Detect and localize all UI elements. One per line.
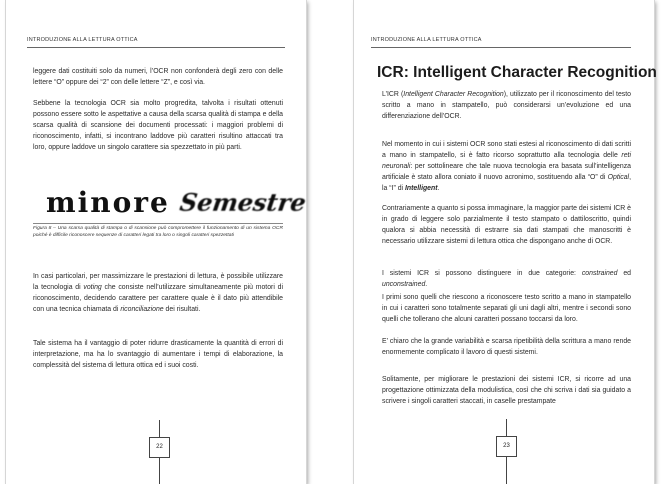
term-intelligent-character-recognition: Intelligent Character Recognition [403, 91, 504, 98]
p4-part-c: . [425, 281, 428, 288]
header-rule [27, 47, 285, 48]
paragraph-4 [382, 268, 631, 290]
p1-part-b: ), utilizzato per il riconoscimento del testo scritto a mano in stampatello, può considerarsi un’evoluzione ed una differenziazione dell’OCR. [382, 91, 631, 120]
page-number-connector-top [506, 419, 507, 436]
paragraph-3 [33, 271, 283, 315]
scanned-word-minore: minore [46, 186, 170, 219]
term-constrained: constrained [581, 270, 618, 277]
paragraph-2-text [382, 139, 631, 194]
paragraph-2 [382, 139, 631, 194]
running-header: INTRODUZIONE ALLA LETTURA OTTICA [27, 37, 138, 43]
caption-rule [33, 223, 283, 224]
paragraph-1-text [382, 89, 631, 122]
term-reti-neuronali: reti neuronali [382, 152, 631, 170]
page-number-connector-bottom [159, 457, 160, 484]
paragraph-5-text: I primi sono quelli che riescono a riconoscere testo scritto a mano in stampatello in cui i caratteri sono totalmente separati gli uni dagli altri, mentre i secondi sono quelli che tollerano che alcuni caratteri possano toccarsi da loro. [382, 294, 631, 323]
paragraph-7 [382, 374, 631, 407]
left-page [6, 0, 306, 484]
paragraph-6-text: E’ chiaro che la grande variabilità e scarsa ripetibilità della scrittura a mano rende enormemente complicato il lavoro di questi sistemi. [382, 338, 631, 356]
p2-part-a: Nel momento in cui i sistemi OCR sono stati estesi al riconoscimento di dati scritti a mano in stampatello, si è fatto ricorso soprattutto alla tecnologia delle [382, 141, 631, 159]
term-unconstrained: unconstrained [382, 281, 426, 288]
p3-part-c: dei risultati. [163, 306, 201, 313]
p4-part-a: I sistemi ICR si possono distinguere in due categorie: [382, 270, 582, 277]
page-number: 23 [496, 436, 517, 457]
paragraph-7-text: Solitamente, per migliorare le prestazioni dei sistemi ICR, si ricorre ad una progettazione ottimizzata della modulistica, così che chi scriva i dati sia guidato a scrivere i singoli caratteri staccati, in caselle prestampate [382, 376, 631, 405]
paragraph-2-text: Sebbene la tecnologia OCR sia molto progredita, talvolta i risultati ottenuti possono essere sotto le aspettative a causa della scarsa qualità di stampa e della scarsa qualità di scansione dei documenti processati: i maggiori problemi di riconoscimento, infatti, si incontrano laddove più caratteri risultino attaccati tra loro, oppure laddove un singolo carattere sia spezzettato in più parti. [33, 100, 283, 151]
term-optical: Optical [607, 174, 630, 181]
term-intelligent: Intelligent [404, 185, 438, 192]
figure-caption: Figura 8 – Una scarsa qualità di stampa o di scansione può compromettere il funzionamento di un sistema OCR poiché è difficile riconoscere sequenze di caratteri legati tra loro o singoli caratteri spezzettati [33, 226, 283, 238]
scanned-word-semestre: Semestre [177, 188, 308, 217]
paragraph-1 [382, 89, 631, 122]
page-number: 22 [149, 437, 170, 458]
paragraph-3-text [33, 271, 283, 315]
paragraph-4 [33, 338, 283, 371]
p3-part-b: che consiste nell’utilizzare simultaneamente più motori di riconoscimento, decidendo carattere per carattere quale è il dato più attendibile con una tecnica chiamata di [33, 284, 283, 313]
p3-part-a: In casi particolari, per massimizzare le prestazioni di lettura, è possibile utilizzare la tecnologia di [33, 273, 283, 291]
paragraph-2 [33, 98, 283, 153]
page-number-connector-bottom [506, 456, 507, 484]
term-voting: voting [83, 284, 102, 291]
paragraph-4-text: Tale sistema ha il vantaggio di poter ridurre drasticamente la quantità di errori di interpretazione, ma ha lo svantaggio di aumentare i tempi di elaborazione, la complessità del sistema di lettura ottica ed i suoi costi. [33, 340, 283, 369]
p2-part-c: , la “I” di [382, 174, 631, 192]
scanned-text-image [46, 186, 306, 219]
paragraph-4-text [382, 268, 631, 290]
running-header: INTRODUZIONE ALLA LETTURA OTTICA [371, 37, 482, 43]
paragraph-1 [33, 66, 283, 88]
page-number-connector-top [159, 420, 160, 437]
p2-part-b: : per sottolineare che tale nuova tecnologia era basata sull’intelligenza artificiale è stato allora coniato il nuovo acronimo, sostituendo alla “O” di [382, 163, 631, 181]
right-page [354, 0, 657, 484]
p4-part-b: ed [617, 270, 631, 277]
paragraph-6 [382, 336, 631, 358]
paragraph-3 [382, 203, 631, 247]
section-title: ICR: Intelligent Character Recognition [377, 64, 657, 81]
header-rule [371, 47, 631, 48]
p2-part-d: . [437, 185, 440, 192]
p1-part-a: L’ICR ( [382, 91, 404, 98]
paragraph-1-text: leggere dati costituiti solo da numeri, l’OCR non confonderà degli zero con delle lettere “O” oppure dei “2” con delle lettere “Z”, e così via. [33, 68, 283, 86]
paragraph-5 [382, 292, 631, 325]
term-riconciliazione: riconciliazione [120, 306, 164, 313]
paragraph-3-text: Contrariamente a quanto si possa immaginare, la maggior parte dei sistemi ICR è in grado di leggere solo parzialmente il testo stampato o dattiloscritto, quindi qualora si abbia necessità di estrarre sia dati stampati che manoscritti è necessario utilizzare sistemi di lettura ottica che dispongano anche di OCR. [382, 205, 631, 245]
